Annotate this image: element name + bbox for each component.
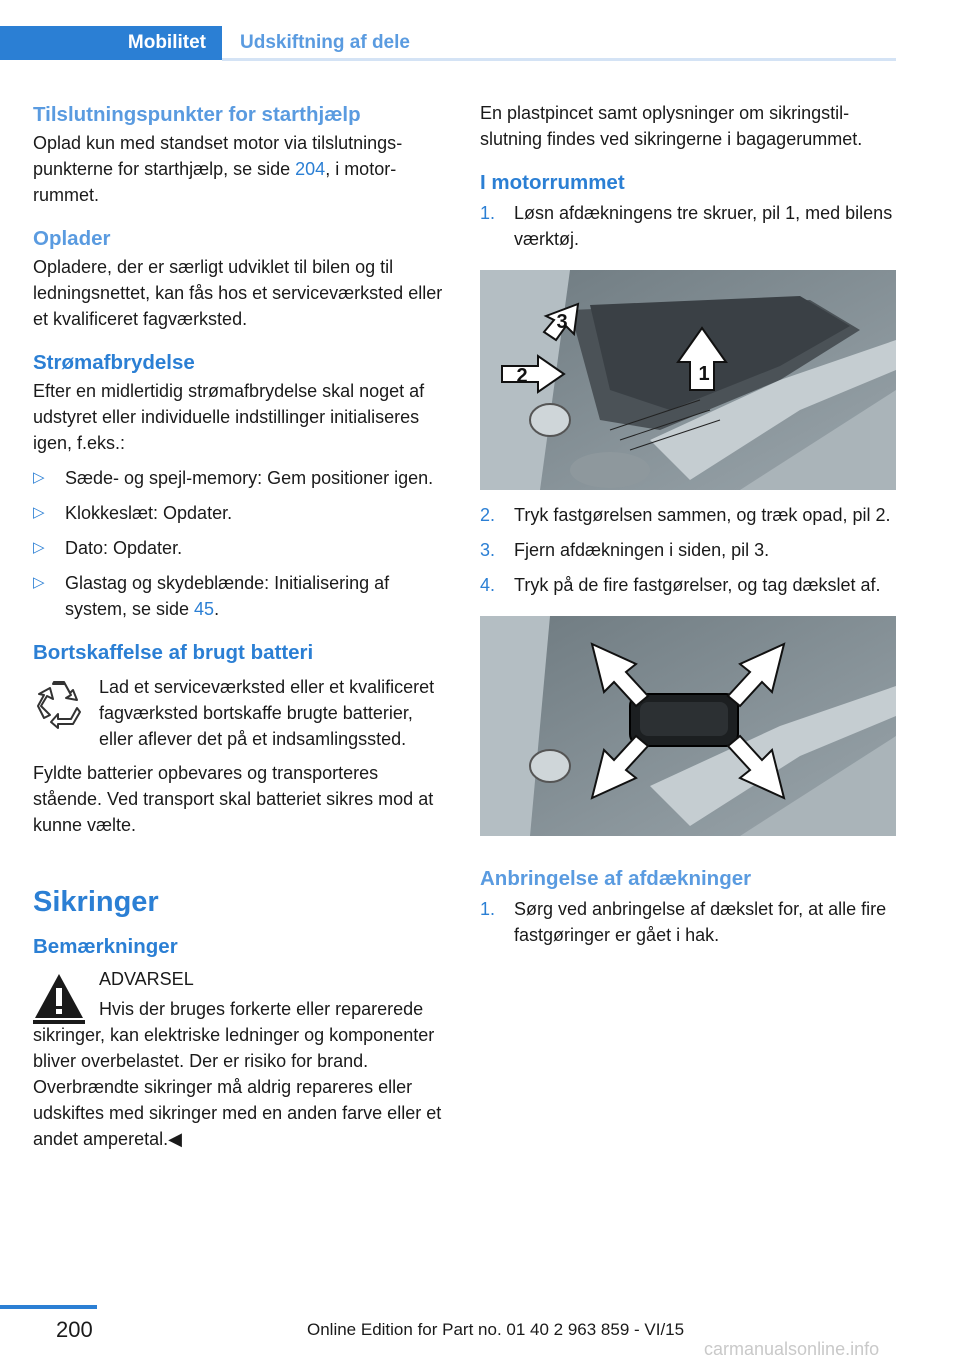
triangle-bullet-icon: ▷ [33,574,45,591]
list-item-text: Klokkeslæt: Opdater. [65,503,233,523]
step-number: 3. [480,540,496,560]
step-number: 2. [480,505,496,525]
text: . [214,599,220,619]
recycling-note [33,674,451,752]
step-text: Tryk fastgørelsen sammen, og træk opad, pil 2. [514,505,891,525]
step-text: Sørg ved anbringelse af dækslet for, at alle fire fastgøringer er gået i hak. [514,899,887,945]
arrow-label-1: 1 [698,363,710,385]
paragraph-oplader: Opladere, der er særligt udviklet til bilen og til ledningsnettet, kan fås hos et serviceværksted eller et kvalificeret fagværksted. [33,257,443,329]
triangle-bullet-icon: ▷ [33,469,45,486]
text: , i motorrummet. [33,159,397,205]
triangle-bullet-icon: ▷ [33,504,45,521]
left-column [33,100,451,1152]
watermark: carmanualsonline.info [704,1339,880,1359]
engine-bay-photo-2 [480,616,896,836]
chapter-tab[interactable]: Mobilitet [0,26,222,60]
warning-text: Hvis der bruges forkerte eller reparerede sikringer, kan elektriske ledninger og komponenter bliver overbelastet. Der er risiko for brand. Overbrændte sikringer må aldrig repareres eller udskiftes med sikringer med en anden farve eller et andet amperetal.◀ [33,999,442,1149]
section-tab[interactable]: Udskiftning af dele [240,32,410,53]
warning-icon [33,972,85,1024]
heading-stroemafbrydelse: Strømafbrydelse [33,351,195,374]
footer-rule [0,1305,97,1309]
step-text: Løsn afdækningens tre skruer, pil 1, med bilens værktøj. [514,203,893,249]
warning-box [33,966,451,992]
heading-oplader: Oplader [33,227,111,250]
fuse-cover-illustration [480,616,896,836]
paragraph-plastpincet: En plastpincet samt oplysninger om sikringstilslutning findes ved sikringerne i bagagerummet. [480,103,863,149]
heading-bortskaffelse: Bortskaffelse af brugt batteri [33,641,314,664]
list-item [33,570,451,622]
page-header [0,26,960,62]
arrow-label-3: 3 [556,311,568,333]
heading-bemaerkninger: Bemærkninger [33,935,178,958]
list-item-text: Sæde- og spejl-memory: Gem positioner igen. [65,468,434,488]
triangle-bullet-icon: ▷ [33,539,45,556]
heading-sikringer: Sikringer [33,886,159,918]
page-number: 200 [56,1317,93,1342]
heading-motorrummet: I motorrummet [480,171,625,194]
text: Oplad kun med standset motor via tilslutningspunkterne for starthjælp, se side [33,133,403,179]
engine-bay-illustration [480,270,896,490]
step-number: 1. [480,203,496,223]
step-number: 4. [480,575,496,595]
recycling-icon [33,678,85,730]
paragraph-transport: Fyldte batterier opbevares og transporteres stående. Ved transport skal batteriet sikres mod at kunne vælte. [33,763,434,835]
step-item [480,200,898,252]
list-item [33,465,451,491]
heading-anbringelse: Anbringelse af afdækninger [480,867,752,890]
paragraph-starthjaelp [33,130,451,208]
list-item-text: Glastag og skydeblænde: Initialisering af system, se side [65,573,390,619]
paragraph-stroemafbrydelse: Efter en midlertidig strømafbrydelse skal noget af udstyret eller individuelle indstillinger initialiseres igen, f.eks.: [33,381,425,453]
recycling-text: Lad et serviceværksted eller et kvalificeret fagværksted bortskaffe brugte batterier, eller aflever det på et indsamlingssted. [99,677,435,749]
step-number: 1. [480,899,496,919]
step-text: Tryk på de fire fastgørelser, og tag dækslet af. [514,575,881,595]
page-link-45[interactable]: 45 [194,599,215,619]
right-column [480,100,898,948]
step-item [480,537,898,563]
list-item [33,535,451,561]
warning-label: ADVARSEL [99,969,194,989]
step-item [480,502,898,528]
header-rule [222,58,896,61]
step-text: Fjern afdækningen i siden, pil 3. [514,540,770,560]
step-item [480,572,898,598]
heading-starthjaelp: Tilslutningspunkter for starthjælp [33,103,361,126]
engine-bay-photo-1 [480,270,896,490]
list-item-text: Dato: Opdater. [65,538,183,558]
arrow-label-2: 2 [516,365,528,387]
step-item [480,896,898,948]
list-item [33,500,451,526]
edition-note: Online Edition for Part no. 01 40 2 963 859 - VI/15 [307,1320,685,1339]
page-link-204[interactable]: 204 [295,159,326,179]
